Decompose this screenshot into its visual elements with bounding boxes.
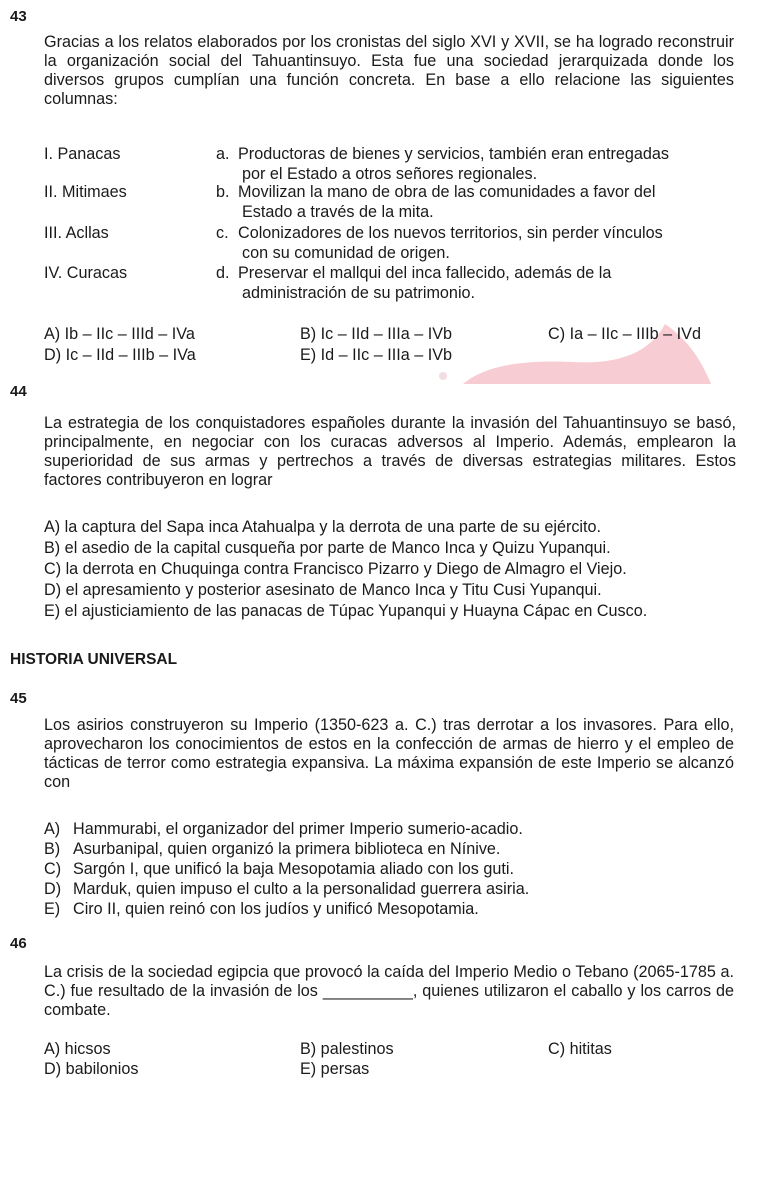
option-label: E) [44,900,61,918]
option-c[interactable]: C) hititas [548,1040,612,1058]
question-stem: Gracias a los relatos elaborados por los cronistas del siglo XVI y XVII, se ha logrado reconstruir la organización social del Tahuantinsuyo. Esta fue una sociedad jerarquizada donde los diversos grupos cumplían una función concreta. En base a ello relacione las siguientes columnas: [44,33,734,108]
column-left-item: I. Panacas [44,145,121,163]
item-letter: d. [216,264,230,282]
option-label: D) [44,880,62,898]
item-letter: a. [216,145,230,163]
option-e[interactable]: E) el ajusticiamiento de las panacas de Túpac Yupanqui y Huayna Cápac en Cusco. [44,602,648,620]
column-left-item: II. Mitimaes [44,183,127,201]
option-c[interactable]: C) Ia – IIc – IIIb – IVd [548,325,701,343]
option-b[interactable] [44,839,500,859]
column-right-item [216,183,736,222]
answer-blank: __________ [322,982,413,1000]
stem-text: La crisis de la sociedad egipcia que provocó la caída del Imperio Medio o Tebano (2065-1785 a. C.) fue resultado de la invasión de los [44,963,734,1000]
option-c[interactable]: C) la derrota en Chuquinga contra Francisco Pizarro y Diego de Almagro el Viejo. [44,560,627,578]
column-left-item: IV. Curacas [44,264,128,282]
option-text: Marduk, quien impuso el culto a la personalidad guerrera asiria. [73,880,530,898]
question-number: 45 [10,690,27,707]
question-stem [44,963,734,1020]
option-b[interactable]: B) el asedio de la capital cusqueña por parte de Manco Inca y Quizu Yupanqui. [44,539,611,557]
question-number: 44 [10,383,27,400]
item-letter: b. [216,183,230,201]
item-text-cont: por el Estado a otros señores regionales. [242,164,538,183]
option-d[interactable]: D) Ic – IId – IIIb – IVa [44,346,196,364]
option-text: Sargón I, que unificó la baja Mesopotamia aliado con los guti. [73,860,514,878]
option-e[interactable]: E) Id – IIc – IIIa – IVb [300,346,453,364]
item-text: Colonizadores de los nuevos territorios, sin perder vínculos [238,224,663,242]
option-b[interactable]: B) palestinos [300,1040,394,1058]
option-label: B) [44,840,61,858]
option-text: Asurbanipal, quien organizó la primera biblioteca en Nínive. [73,840,501,858]
option-e[interactable] [44,899,479,919]
option-a[interactable]: A) Ib – IIc – IIId – IVa [44,325,195,343]
option-b[interactable]: B) Ic – IId – IIIa – IVb [300,325,453,343]
option-a[interactable] [44,819,523,839]
item-text: Preservar el mallqui del inca fallecido, además de la [238,264,612,282]
option-d[interactable]: D) babilonios [44,1060,139,1078]
option-c[interactable] [44,859,514,879]
question-stem: Los asirios construyeron su Imperio (1350-623 a. C.) tras derrotar a los invasores. Para ello, aprovecharon los conocimientos de estos en la confección de armas de hierro y el empleo de tácticas de terror como estrategia expansiva. La máxima expansión de este Imperio se alcanzó con [44,716,734,791]
option-label: A) [44,820,61,838]
option-label: C) [44,860,62,878]
option-a[interactable]: A) hicsos [44,1040,111,1058]
item-text-cont: Estado a través de la mita. [242,202,434,221]
option-d[interactable]: D) el apresamiento y posterior asesinato de Manco Inca y Titu Cusi Yupanqui. [44,581,602,599]
column-right-item [216,145,736,184]
column-right-item [216,264,736,303]
option-text: Ciro II, quien reinó con los judíos y unificó Mesopotamia. [73,900,479,918]
item-text-cont: con su comunidad de origen. [242,243,450,262]
option-e[interactable]: E) persas [300,1060,370,1078]
option-d[interactable] [44,879,529,899]
column-left-item: III. Acllas [44,224,109,242]
question-number: 46 [10,935,27,952]
option-text: Hammurabi, el organizador del primer Imperio sumerio-acadio. [73,820,523,838]
section-title: HISTORIA UNIVERSAL [10,651,178,668]
item-text: Movilizan la mano de obra de las comunidades a favor del [238,183,656,201]
question-stem: La estrategia de los conquistadores españoles durante la invasión del Tahuantinsuyo se basó, principalmente, en negociar con los curacas adversos al Imperio. Además, emplearon la superioridad de sus armas y pertrechos a través de diversas estrategias militares. Estos factores contribuyeron en lograr [44,414,736,489]
item-text-cont: administración de su patrimonio. [242,283,476,302]
column-right-item [216,224,736,263]
option-a[interactable]: A) la captura del Sapa inca Atahualpa y la derrota de una parte de su ejército. [44,518,602,536]
question-number: 43 [10,8,27,25]
item-text: Productoras de bienes y servicios, también eran entregadas [238,145,670,163]
stem-text: , quienes utilizaron el caballo y los carros de combate. [44,982,734,1019]
item-letter: c. [216,224,229,242]
